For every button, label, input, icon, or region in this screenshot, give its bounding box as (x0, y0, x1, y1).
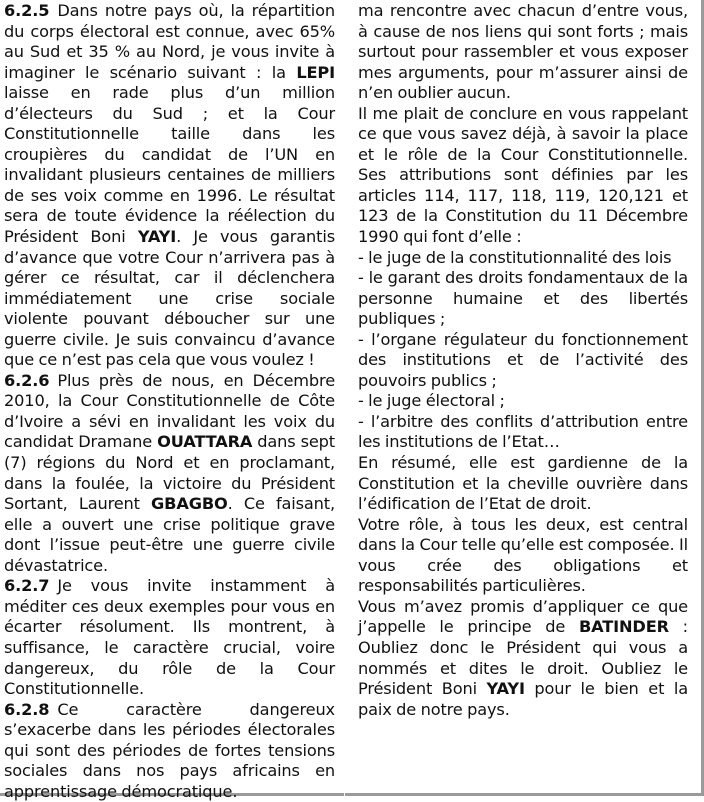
acronym-lepi: LEPI (296, 62, 335, 82)
paragraph-summary: En résumé, elle est gardienne de la Constitution et la cheville ouvrière dans l’édification de l’Etat de droit. (358, 453, 688, 514)
paragraph-batinder (358, 597, 688, 720)
principle-batinder: BATINDER (578, 617, 669, 637)
name-yayi: YAYI (486, 679, 525, 699)
section-number: 6.2.8 (4, 699, 50, 719)
name-gbagbo: GBAGBO (151, 494, 228, 514)
left-column (4, 1, 335, 802)
paragraph-6-2-6 (4, 371, 335, 576)
paragraph-text: Je vous invite instamment à méditer ces deux exemples pour vous en écarter résolument. Ils montrent, à suffisance, le caractère crucial, voire dangereux, du rôle de la Cour Constitutionnelle. (4, 576, 335, 699)
paragraph-text: Ce caractère dangereux s’exacerbe dans les périodes électorales qui sont des périodes de fortes tensions sociales dans nos pays africains en apprentissage démocratique. (4, 699, 335, 801)
name-yayi: YAYI (137, 227, 177, 247)
list-item: - l’arbitre des conflits d’attribution entre les institutions de l’Etat… (358, 411, 688, 452)
paragraph-6-2-8 (4, 700, 335, 802)
list-item: - le juge de la constitutionnalité des lois (358, 247, 672, 267)
list-item: - le garant des droits fondamentaux de la personne humaine et des libertés publiques ; (358, 268, 688, 329)
paragraph-text: . Ce faisant, elle a ouvert une crise politique grave dont l’issue peut-être une guerre civile dévastatrice. (4, 494, 335, 575)
paragraph-text: Plus près de nous, en Décembre 2010, la Cour Constitutionnelle de Côte d’Ivoire a sévi en invalidant les voix du candidat Dramane (4, 370, 335, 452)
paragraph-text: laisse en rade plus d’un million d’électeurs du Sud ; et la Cour Constitutionnelle taille dans les croupières du candidat de l’UN en invalidant plusieurs centaines de milliers de ses voix comme en 1996. Le résultat sera de toute évidence la réélection du Président Boni (4, 83, 335, 247)
column-gutter (344, 0, 345, 796)
list-item: - l’organe régulateur du fonctionnement des institutions et de l’activité des pouvoirs publics ; (358, 329, 688, 390)
list-item: - le juge électoral ; (358, 391, 505, 411)
paragraph-text: : Oubliez donc le Président qui vous a nommés et dites le droit. Oubliez le Président Boni (358, 617, 688, 699)
section-number: 6.2.6 (4, 370, 50, 390)
paragraph-role: Votre rôle, à tous les deux, est central dans la Cour telle qu’elle est composée. Il vous crée des obligations et responsabilités particulières. (358, 514, 688, 596)
right-column (358, 1, 688, 720)
paragraph-text: Dans notre pays où, la répartition du corps électoral est connue, avec 65% au Sud et 35 % au Nord, je vous invite à imaginer le scénario suivant : la (4, 1, 335, 82)
paragraph-text: . Je vous garantis d’avance que votre Cour n’arrivera pas à gérer ce résultat, car il déclenchera immédiatement une crise sociale violente pouvant déboucher sur une guerre civile. Je suis convaincu d’avance que ce n’est pas cela que vous voulez ! (4, 227, 335, 370)
paragraph-text: pour le bien et la paix de notre pays. (358, 679, 688, 719)
paragraph-text: dans sept (7) régions du Nord et en proclamant, dans la foulée, la victoire du Président Sortant, Laurent (4, 432, 335, 514)
paragraph-conclusion: Il me plait de conclure en vous rappelant ce que vous savez déjà, à savoir la place et le rôle de la Cour Constitutionnelle. Ses attributions sont définies par les articles 114, 117, 118, 119, 120,121 et 123 de la Constitution du 11 Décembre 1990 qui font d’elle : (358, 103, 688, 247)
name-ouattara: OUATTARA (157, 432, 253, 452)
paragraph-continuation: ma rencontre avec chacun d’entre vous, à cause de nos liens qui sont forts ; mais surtout pour rassembler et vous exposer mes arguments, pour m’assurer ainsi de n’en oublier aucun. (358, 1, 688, 103)
section-number: 6.2.5 (4, 1, 50, 20)
paragraph-text: Vous m’avez promis d’appliquer ce que j’appelle le principe de (358, 596, 688, 637)
section-number: 6.2.7 (4, 576, 50, 596)
paragraph-6-2-5 (4, 1, 335, 371)
paragraph-6-2-7 (4, 576, 335, 699)
